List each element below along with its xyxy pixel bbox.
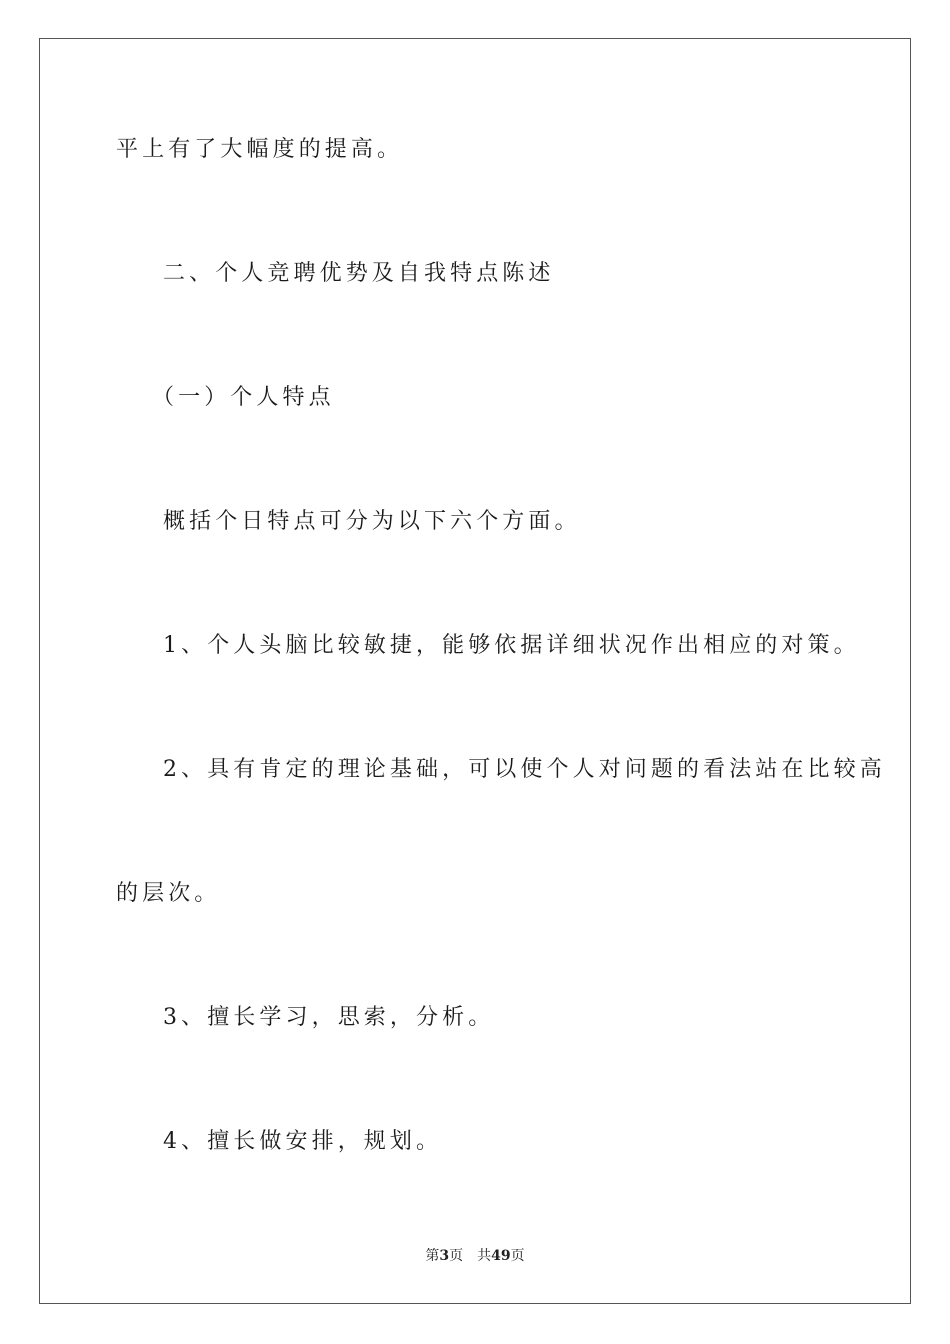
footer-page-current: 3: [439, 1248, 450, 1264]
list-item-2: 2、具有肯定的理论基础，可以使个人对问题的看法站在比较高: [163, 757, 886, 782]
page-footer: [0, 1246, 950, 1266]
footer-page-unit: 页: [449, 1248, 464, 1264]
footer-total-unit: 页: [510, 1248, 525, 1264]
section-heading: 二、个人竞聘优势及自我特点陈述: [163, 261, 555, 286]
body-line-1: 平上有了大幅度的提高。: [116, 137, 404, 162]
page-frame: [39, 38, 911, 1304]
body-line-4: 概括个日特点可分为以下六个方面。: [163, 509, 581, 534]
list-item-2-continued: 的层次。: [116, 881, 221, 906]
footer-total-prefix: 共: [477, 1248, 492, 1264]
subsection-heading: （一）个人特点: [152, 385, 335, 410]
footer-page-prefix: 第: [425, 1248, 440, 1264]
footer-page-total: 49: [491, 1248, 511, 1264]
list-item-3: 3、擅长学习，思索，分析。: [163, 1005, 495, 1030]
list-item-1: 1、个人头脑比较敏捷，能够依据详细状况作出相应的对策。: [163, 633, 860, 658]
list-item-4: 4、擅长做安排，规划。: [163, 1129, 443, 1154]
